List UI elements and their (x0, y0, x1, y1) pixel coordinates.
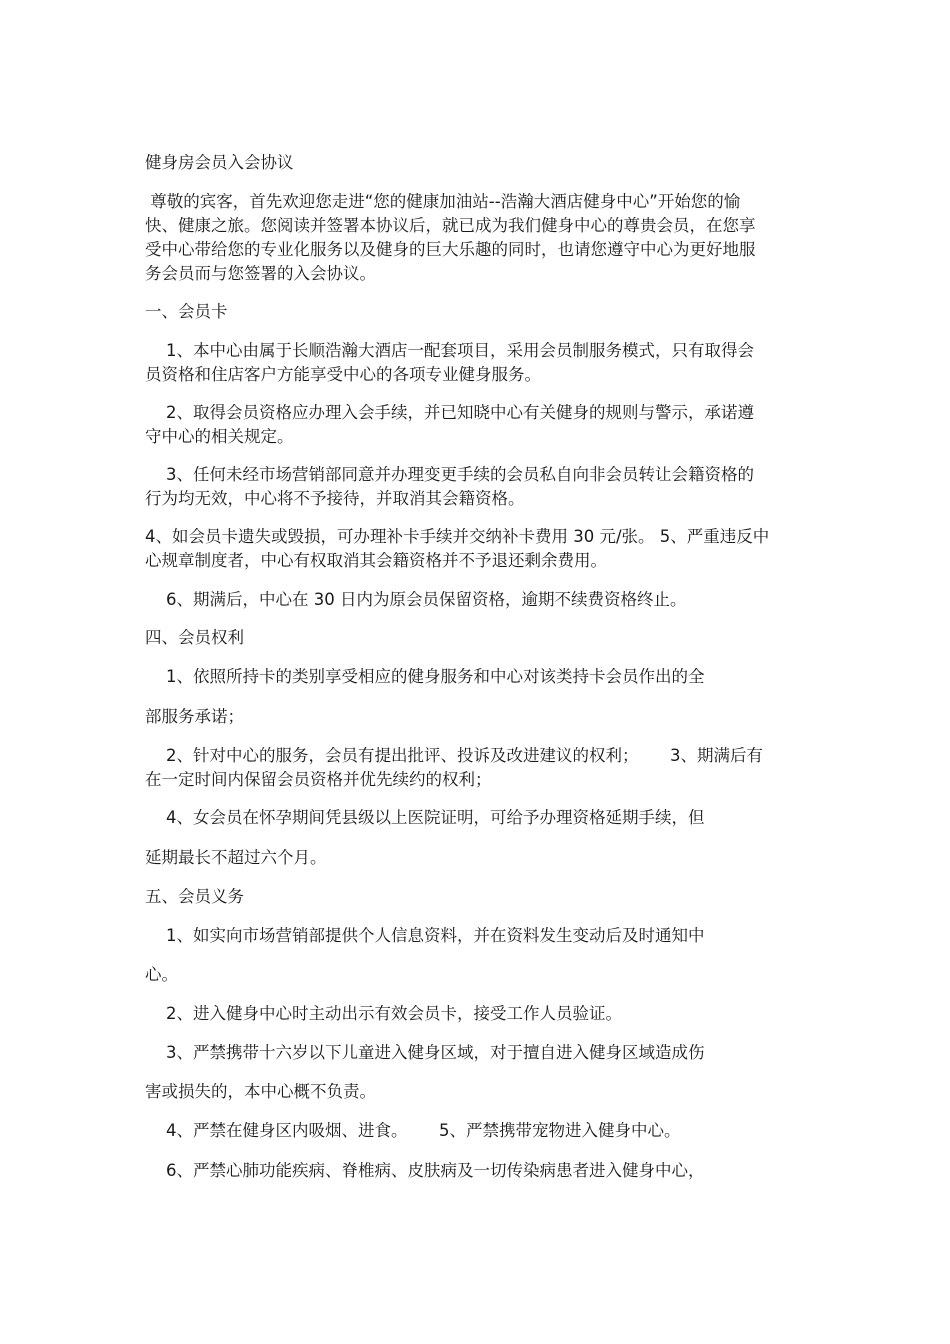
intro-line-1: 尊敬的宾客，首先欢迎您走进“您的健康加油站--浩瀚大酒店健身中心”开始您的愉 (145, 192, 741, 211)
duties-item-3-line-1: 3、严禁携带十六岁以下儿童进入健身区域，对于擅自进入健身区域造成伤 (145, 1043, 705, 1062)
intro-line-3: 受中心带给您的专业化服务以及健身的巨大乐趣的同时，也请您遵守中心为更好地服 (145, 240, 756, 259)
card-item-3-line-2: 行为均无效，中心将不予接待，并取消其会籍资格。 (145, 489, 525, 508)
duties-item-2: 2、进入健身中心时主动出示有效会员卡，接受工作人员验证。 (145, 1004, 622, 1023)
rights-item-1-line-2: 部服务承诺； (145, 707, 244, 726)
rights-item-2-3-line-1: 2、针对中心的服务，会员有提出批评、投诉及改进建议的权利； 3、期满后有 (145, 746, 763, 765)
section-heading-card: 一、会员卡 (145, 302, 228, 321)
card-item-4-5-line-2: 心规章制度者，中心有权取消其会籍资格并不予退还剩余费用。 (145, 551, 607, 570)
duties-item-3-line-2: 害或损失的，本中心概不负责。 (145, 1082, 376, 1101)
rights-item-4-line-1: 4、女会员在怀孕期间凭县级以上医院证明，可给予办理资格延期手续，但 (145, 808, 705, 827)
rights-item-4-line-2: 延期最长不超过六个月。 (145, 848, 327, 867)
section-heading-duties: 五、会员义务 (145, 887, 244, 906)
card-item-3-line-1: 3、任何未经市场营销部同意并办理变更手续的会员私自向非会员转让会籍资格的 (145, 465, 754, 484)
rights-item-2-3-line-2: 在一定时间内保留会员资格并优先续约的权利； (145, 770, 492, 789)
document-title: 健身房会员入会协议 (145, 153, 294, 172)
card-item-1-line-1: 1、本中心由属于长顺浩瀚大酒店一配套项目，采用会员制服务模式，只有取得会 (145, 341, 754, 360)
rights-item-1-line-1: 1、依照所持卡的类别享受相应的健身服务和中心对该类持卡会员作出的全 (145, 667, 705, 686)
section-heading-rights: 四、会员权利 (145, 628, 244, 647)
duties-item-4-5: 4、严禁在健身区内吸烟、进食。 5、严禁携带宠物进入健身中心。 (145, 1121, 681, 1140)
card-item-6: 6、期满后，中心在 30 日内为原会员保留资格，逾期不续费资格终止。 (145, 590, 687, 609)
intro-line-4: 务会员而与您签署的入会协议。 (145, 264, 376, 283)
duties-item-6: 6、严禁心肺功能疾病、脊椎病、皮肤病及一切传染病患者进入健身中心， (145, 1161, 705, 1180)
duties-item-1-line-1: 1、如实向市场营销部提供个人信息资料，并在资料发生变动后及时通知中 (145, 926, 705, 945)
card-item-2-line-2: 守中心的相关规定。 (145, 427, 294, 446)
duties-item-1-line-2: 心。 (145, 965, 178, 984)
card-item-2-line-1: 2、取得会员资格应办理入会手续，并已知晓中心有关健身的规则与警示，承诺遵 (145, 403, 754, 422)
card-item-4-5-line-1: 4、如会员卡遗失或毁损，可办理补卡手续并交纳补卡费用 30 元/张。 5、严重违反中 (145, 527, 770, 546)
intro-line-2: 快、健康之旅。您阅读并签署本协议后，就已成为我们健身中心的尊贵会员，在您享 (145, 216, 756, 235)
card-item-1-line-2: 员资格和住店客户方能享受中心的各项专业健身服务。 (145, 365, 541, 384)
